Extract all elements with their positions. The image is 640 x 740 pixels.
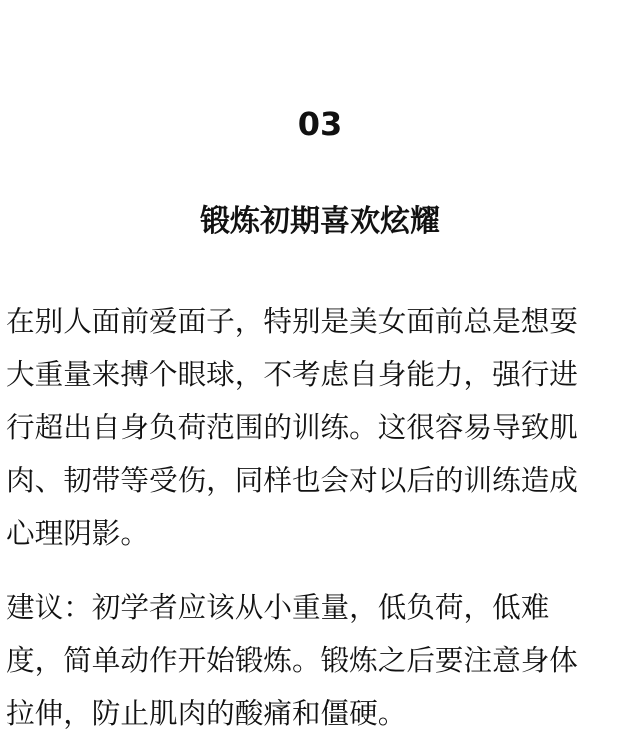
body-paragraph-1 xyxy=(6,295,634,560)
paragraph-line: 大重量来搏个眼球，不考虑自身能力，强行进 xyxy=(6,357,578,391)
paragraph-line: 行超出自身负荷范围的训练。这很容易导致肌 xyxy=(6,410,578,444)
body-paragraph-2 xyxy=(6,581,634,740)
paragraph-line: 心理阴影。 xyxy=(6,516,149,550)
paragraph-line: 度，简单动作开始锻炼。锻炼之后要注意身体 xyxy=(6,643,578,677)
paragraph-line: 在别人面前爱面子，特别是美女面前总是想耍 xyxy=(6,304,578,338)
paragraph-line: 肉、韧带等受伤，同样也会对以后的训练造成 xyxy=(6,463,578,497)
paragraph-line: 建议：初学者应该从小重量，低负荷，低难 xyxy=(6,590,550,624)
section-heading: 锻炼初期喜欢炫耀 xyxy=(200,204,440,239)
section-number: 03 xyxy=(297,105,343,143)
paragraph-line: 拉伸，防止肌肉的酸痛和僵硬。 xyxy=(6,696,407,730)
